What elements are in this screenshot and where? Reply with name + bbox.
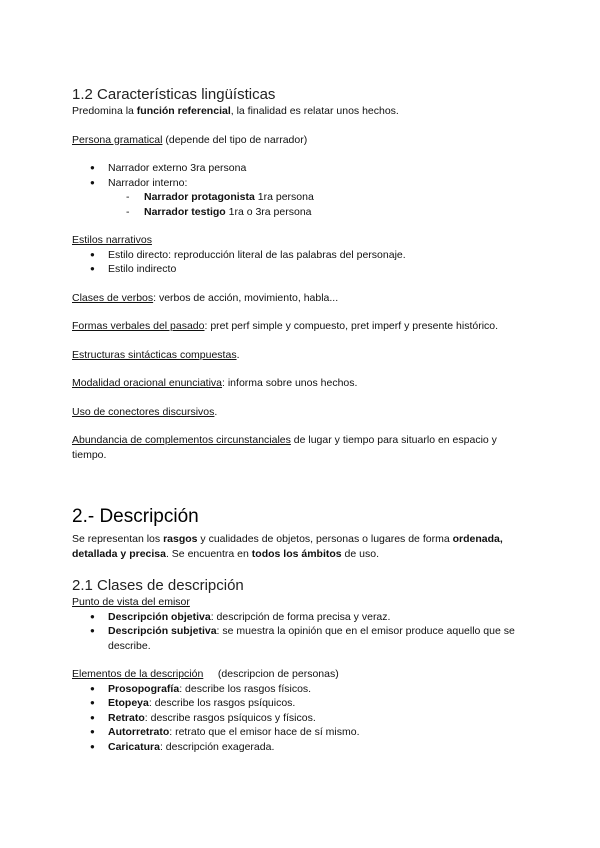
list-item: ● Retrato: describe rasgos psíquicos y físicos.	[72, 711, 532, 726]
elementos-list	[72, 682, 532, 755]
punto-heading: Punto de vista del emisor	[72, 596, 190, 608]
formas-verbales: Formas verbales del pasado: pret perf simple y compuesto, pret imperf y presente histórico.	[72, 320, 499, 332]
list-item: ● Estilo indirecto	[72, 262, 532, 277]
document-page	[72, 86, 532, 754]
elementos-heading: Elementos de la descripción (descripcion de personas)	[72, 668, 339, 680]
list-item: ● Descripción objetiva: descripción de forma precisa y veraz.	[72, 610, 532, 625]
estilos-list	[72, 248, 532, 277]
clases-verbos: Clases de verbos: verbos de acción, movimiento, habla...	[72, 291, 339, 304]
persona-list	[72, 161, 532, 219]
intro-paragraph: Predomina la función referencial, la finalidad es relatar unos hechos.	[72, 105, 399, 117]
sub-list-item: - Narrador testigo 1ra o 3ra persona	[72, 205, 532, 220]
abundancia: Abundancia de complementos circunstanciales de lugar y tiempo para situarlo en espacio y tiempo.	[72, 434, 497, 461]
section-title-1-2: 1.2 Características lingüísticas	[72, 86, 276, 103]
descripcion-intro: Se representan los rasgos y cualidades de objetos, personas o lugares de forma ordenada, detallada y precisa. Se encuentra en todos los ámbitos de uso.	[72, 533, 503, 560]
estructuras: Estructuras sintácticas compuestas.	[72, 348, 240, 361]
modalidad: Modalidad oracional enunciativa: informa sobre unos hechos.	[72, 377, 358, 389]
conectores: Uso de conectores discursivos.	[72, 405, 218, 418]
section-title-2: 2.- Descripción	[72, 506, 199, 527]
section-title-2-1: 2.1 Clases de descripción	[72, 577, 244, 594]
sub-list-item: - Narrador protagonista 1ra persona	[72, 190, 532, 205]
list-item: ● Descripción subjetiva: se muestra la opinión que en el emisor produce aquello que se describe.	[72, 624, 532, 653]
list-item: ● Estilo directo: reproducción literal de las palabras del personaje.	[72, 248, 532, 263]
list-item: ● Prosopografía: describe los rasgos físicos.	[72, 682, 532, 697]
persona-heading: Persona gramatical (depende del tipo de narrador)	[72, 133, 308, 146]
list-item: ● Narrador interno:	[72, 176, 532, 191]
estilos-heading: Estilos narrativos	[72, 234, 152, 246]
list-item: ● Narrador externo 3ra persona	[72, 161, 532, 176]
list-item: ● Autorretrato: retrato que el emisor hace de sí mismo.	[72, 725, 532, 740]
list-item: ● Etopeya: describe los rasgos psíquicos.	[72, 696, 532, 711]
list-item: ● Caricatura: descripción exagerada.	[72, 740, 532, 755]
punto-list	[72, 610, 532, 654]
